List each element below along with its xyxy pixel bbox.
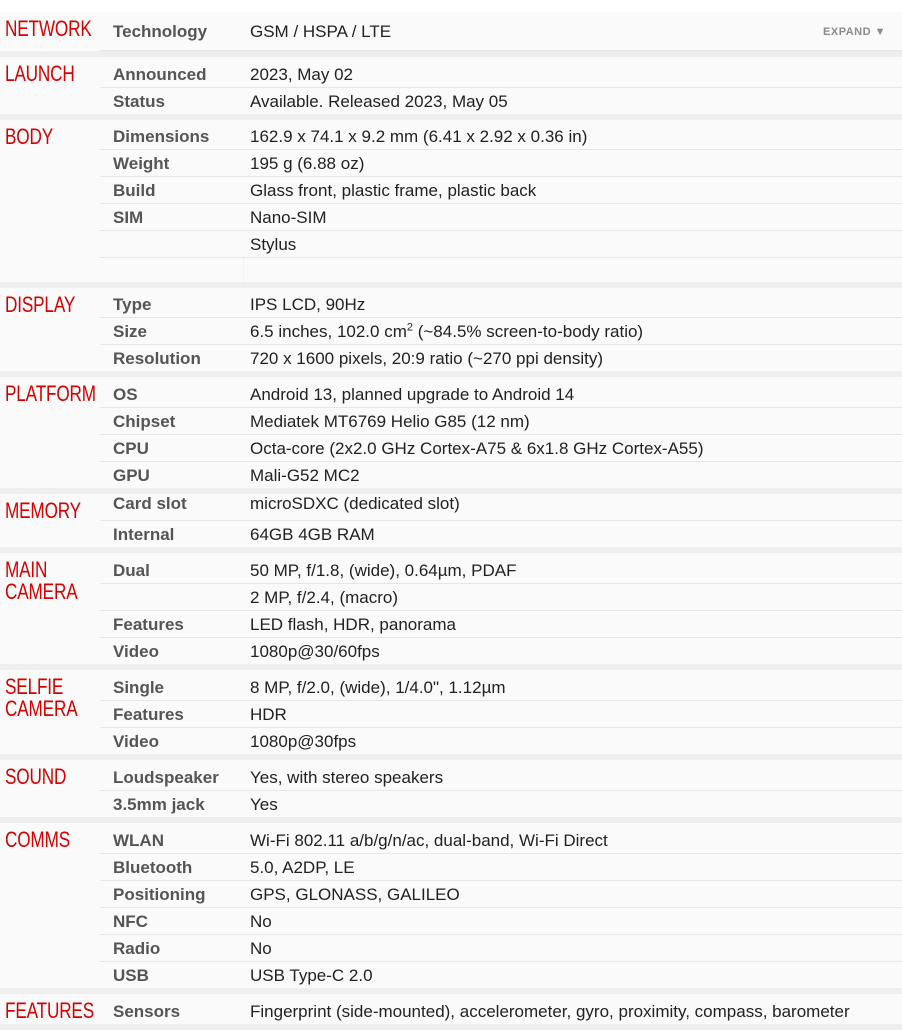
spec-row-jack[interactable] [100, 791, 902, 817]
size-value-superscript: 2 [406, 321, 413, 334]
spec-value: 1080p@30/60fps [250, 642, 380, 661]
spec-row-status[interactable] [100, 88, 902, 114]
section-title-network: NETWORK [5, 16, 92, 41]
section-title-line: CAMERA [5, 696, 78, 721]
spec-value: 720 x 1600 pixels, 20:9 ratio (~270 ppi density) [250, 349, 603, 368]
spec-value: microSDXC (dedicated slot) [250, 494, 460, 513]
spec-value: Mali-G52 MC2 [250, 466, 360, 485]
spec-label: CPU [113, 439, 149, 458]
spec-value: 162.9 x 74.1 x 9.2 mm (6.41 x 2.92 x 0.36 in) [250, 127, 588, 146]
section-title-line: SELFIE [5, 674, 64, 699]
spec-value: GPS, GLONASS, GALILEO [250, 885, 460, 904]
section-title-line: MAIN [5, 557, 48, 582]
spec-row-usb[interactable] [100, 962, 902, 988]
spec-row-build[interactable] [100, 177, 902, 204]
spec-value: Available. Released 2023, May 05 [250, 92, 508, 111]
section-title-main-camera [5, 559, 83, 603]
spec-row-cpu[interactable] [100, 435, 902, 462]
spec-value: 5.0, A2DP, LE [250, 858, 355, 877]
section-display [0, 288, 902, 377]
spec-label: NFC [113, 912, 148, 931]
spec-label: Card slot [113, 494, 187, 513]
spec-row-loudspeaker[interactable] [100, 764, 902, 791]
section-title-selfie-camera [5, 676, 83, 720]
spec-value: 50 MP, f/1.8, (wide), 0.64µm, PDAF [250, 561, 517, 580]
spec-label: 3.5mm jack [113, 795, 205, 814]
section-network [0, 12, 902, 57]
spec-value: Fingerprint (side-mounted), accelerometer, gyro, proximity, compass, barometer [250, 1002, 850, 1021]
spec-row-features[interactable] [100, 611, 902, 638]
spec-value: 195 g (6.88 oz) [250, 154, 365, 173]
spec-row-os[interactable] [100, 381, 902, 408]
spec-row-type[interactable] [100, 291, 902, 318]
spec-row-gpu[interactable] [100, 462, 902, 488]
spec-row-single[interactable] [100, 674, 902, 701]
spec-label: Features [113, 615, 184, 634]
section-features [0, 994, 902, 1030]
spec-label: SIM [113, 208, 144, 227]
spec-row-dimensions[interactable] [100, 123, 902, 150]
spec-row-nfc[interactable] [100, 908, 902, 935]
spec-value: 8 MP, f/2.0, (wide), 1/4.0", 1.12µm [250, 678, 506, 697]
spec-label: WLAN [113, 831, 164, 850]
spec-label: Video [113, 732, 159, 751]
section-main-camera [0, 553, 902, 670]
spec-value: Nano-SIM [250, 208, 327, 227]
spec-label: Sensors [113, 1002, 181, 1021]
spec-value: 2023, May 02 [250, 65, 354, 84]
spec-row-sim[interactable] [100, 204, 902, 231]
spec-label: Size [113, 322, 148, 341]
spec-label: Dual [113, 561, 150, 580]
spec-row-features[interactable] [100, 701, 902, 728]
spec-value: IPS LCD, 90Hz [250, 295, 366, 314]
spec-row-size[interactable] [100, 318, 902, 345]
spec-row-card-slot[interactable] [100, 494, 902, 521]
section-sound [0, 760, 902, 823]
expand-button[interactable]: EXPAND ▼ [823, 26, 886, 38]
spec-label: Build [113, 181, 156, 200]
spec-row-sensors[interactable] [100, 998, 902, 1024]
specs-table [0, 12, 902, 1030]
section-launch [0, 57, 902, 120]
spec-value: Yes, with stereo speakers [250, 768, 444, 787]
spec-value: Yes [250, 795, 278, 814]
spec-value: GSM / HSPA / LTE [250, 22, 392, 41]
spec-label: Announced [113, 65, 207, 84]
spec-row-internal[interactable] [100, 521, 902, 547]
size-value-rest: (~84.5% screen-to-body ratio) [413, 322, 644, 341]
section-title-platform: PLATFORM [5, 381, 96, 406]
spec-label: Radio [113, 939, 161, 958]
section-comms [0, 823, 902, 994]
spec-label: Bluetooth [113, 858, 193, 877]
spec-row-bluetooth[interactable] [100, 854, 902, 881]
section-title-body: BODY [5, 124, 54, 149]
spec-value: LED flash, HDR, panorama [250, 615, 456, 634]
spec-label: USB [113, 966, 149, 985]
spec-value: HDR [250, 705, 287, 724]
section-title-line: CAMERA [5, 579, 78, 604]
spec-row-macro[interactable] [100, 584, 902, 611]
spec-label: Video [113, 642, 159, 661]
spec-value: 1080p@30fps [250, 732, 357, 751]
spec-label: Chipset [113, 412, 176, 431]
spec-value: No [250, 939, 272, 958]
spec-row-announced[interactable] [100, 61, 902, 88]
section-title-features: FEATURES [5, 998, 95, 1023]
spec-label: GPU [113, 466, 150, 485]
spec-row-stylus[interactable] [100, 231, 902, 258]
spec-label: Technology [113, 22, 208, 41]
section-title-sound: SOUND [5, 764, 67, 789]
spec-label: Resolution [113, 349, 201, 368]
spec-row-resolution[interactable] [100, 345, 902, 371]
spec-value: 2 MP, f/2.4, (macro) [250, 588, 399, 607]
section-selfie-camera [0, 670, 902, 760]
spec-value: Stylus [250, 235, 297, 254]
section-title-comms: COMMS [5, 827, 70, 852]
spec-value: Wi-Fi 802.11 a/b/g/n/ac, dual-band, Wi-Fi Direct [250, 831, 608, 850]
spec-label: Loudspeaker [113, 768, 219, 787]
section-title-launch: LAUNCH [5, 61, 75, 86]
spec-label: OS [113, 385, 138, 404]
spec-label: Type [113, 295, 152, 314]
spec-value: Glass front, plastic frame, plastic back [250, 181, 537, 200]
size-value-main: 6.5 inches, 102.0 cm [250, 322, 407, 341]
spec-row-weight[interactable] [100, 150, 902, 177]
section-platform [0, 377, 902, 494]
spec-value: Android 13, planned upgrade to Android 14 [250, 385, 575, 404]
spec-row-chipset[interactable] [100, 408, 902, 435]
spec-label: Internal [113, 525, 175, 544]
spec-label: Status [113, 92, 165, 111]
spec-label: Features [113, 705, 184, 724]
spec-value: 64GB 4GB RAM [250, 525, 375, 544]
spec-row-video[interactable] [100, 638, 902, 664]
spec-value: No [250, 912, 272, 931]
spec-row-video[interactable] [100, 728, 902, 754]
spec-value: Mediatek MT6769 Helio G85 (12 nm) [250, 412, 530, 431]
section-title-display: DISPLAY [5, 292, 76, 317]
section-body [0, 120, 902, 288]
spec-label: Dimensions [113, 127, 210, 146]
section-memory [0, 494, 902, 553]
section-title-memory: MEMORY [5, 498, 81, 523]
spec-value: Octa-core (2x2.0 GHz Cortex-A75 & 6x1.8 GHz Cortex-A55) [250, 439, 704, 458]
spec-row-wlan[interactable] [100, 827, 902, 854]
spacer [243, 258, 902, 282]
spec-label: Weight [113, 154, 170, 173]
spec-value [250, 322, 643, 342]
spec-label: Positioning [113, 885, 206, 904]
spec-row-positioning[interactable] [100, 881, 902, 908]
spec-row-radio[interactable] [100, 935, 902, 962]
spec-value: USB Type-C 2.0 [250, 966, 373, 985]
spec-label: Single [113, 678, 165, 697]
spec-row-technology[interactable] [100, 12, 902, 51]
spec-row-dual[interactable] [100, 557, 902, 584]
